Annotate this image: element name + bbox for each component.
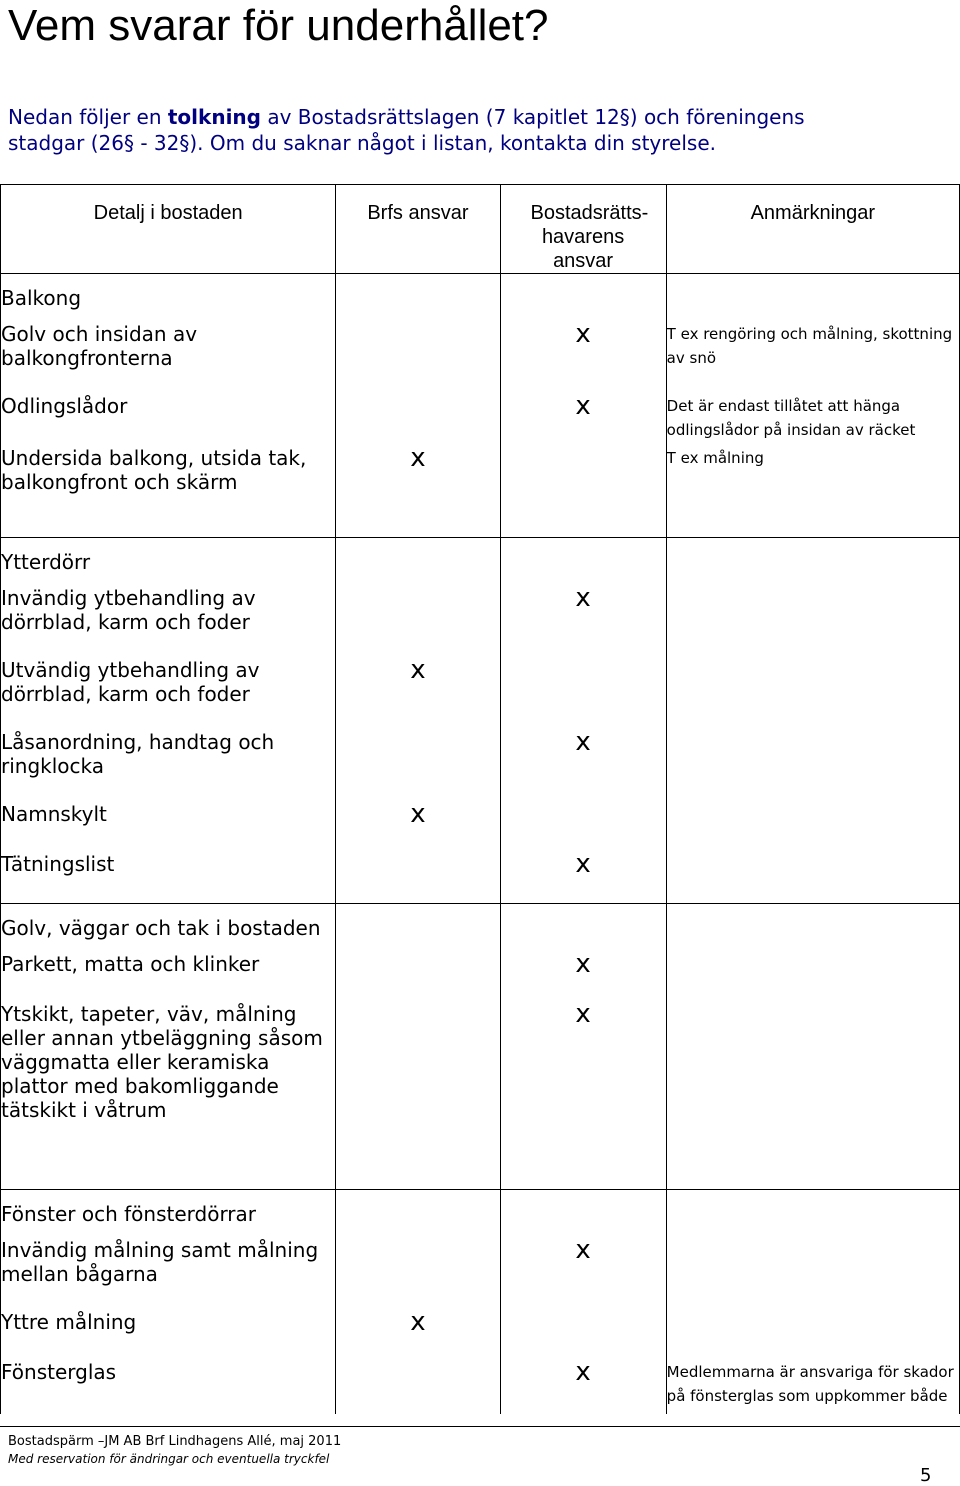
table-row	[1, 730, 960, 802]
owner-mark: x	[500, 586, 666, 658]
row-note	[666, 852, 959, 904]
table-row	[1, 658, 960, 730]
brf-mark	[336, 1238, 500, 1310]
header-remarks: Anmärkningar	[666, 185, 959, 274]
row-note	[666, 1310, 959, 1360]
brf-mark: x	[336, 802, 500, 852]
section-row	[1, 274, 960, 322]
section-empty-cell	[500, 274, 666, 322]
brf-mark	[336, 952, 500, 1002]
table-row	[1, 952, 960, 1002]
owner-mark: x	[500, 394, 666, 446]
table-header-row	[1, 185, 960, 274]
owner-mark: x	[500, 730, 666, 802]
row-item: Fönsterglas	[1, 1360, 336, 1414]
brf-mark	[336, 394, 500, 446]
row-item: Namnskylt	[1, 802, 336, 852]
owner-mark: x	[500, 1238, 666, 1310]
row-item: Låsanordning, handtag och ringklocka	[1, 730, 336, 802]
row-note	[666, 952, 959, 1002]
footer-source: Bostadspärm –JM AB Brf Lindhagens Allé, maj 2011	[8, 1434, 342, 1449]
brf-mark	[336, 1002, 500, 1190]
owner-mark	[500, 658, 666, 730]
row-item: Invändig ytbehandling av dörrblad, karm och foder	[1, 586, 336, 658]
row-note: Medlemmarna är ansvariga för skador på fönsterglas som uppkommer både	[666, 1360, 959, 1414]
section-title: Balkong	[1, 274, 336, 322]
intro-bold-word: tolkning	[167, 105, 261, 129]
table-row	[1, 1310, 960, 1360]
intro-part-1: Nedan följer en	[8, 105, 168, 129]
section-empty-cell	[336, 1190, 500, 1238]
owner-mark: x	[500, 1360, 666, 1414]
row-item: Tätningslist	[1, 852, 336, 904]
table-body	[1, 274, 960, 1414]
owner-mark: x	[500, 322, 666, 394]
row-note: T ex rengöring och målning, skottning av snö	[666, 322, 959, 394]
table-row	[1, 802, 960, 852]
row-item: Invändig målning samt målning mellan bågarna	[1, 1238, 336, 1310]
section-empty-cell	[500, 1190, 666, 1238]
table-row	[1, 394, 960, 446]
section-row	[1, 538, 960, 586]
table-row	[1, 446, 960, 538]
section-empty-cell	[336, 538, 500, 586]
section-empty-cell	[336, 904, 500, 952]
table-row	[1, 1360, 960, 1414]
intro-part-2: av Bostadsrättslagen (7 kapitlet 12§) och föreningens stadgar (26§ - 32§). Om du saknar något i listan, kontakta din styrelse.	[8, 105, 805, 155]
row-item: Utvändig ytbehandling av dörrblad, karm och foder	[1, 658, 336, 730]
row-item: Golv och insidan av balkongfronterna	[1, 322, 336, 394]
section-title: Ytterdörr	[1, 538, 336, 586]
row-note	[666, 802, 959, 852]
row-item: Ytskikt, tapeter, väv, målning eller annan ytbeläggning såsom väggmatta eller keramiska plattor med bakomliggande tätskikt i våtrum	[1, 1002, 336, 1190]
table-row	[1, 322, 960, 394]
section-title: Fönster och fönsterdörrar	[1, 1190, 336, 1238]
section-empty-cell	[500, 538, 666, 586]
section-empty-cell	[666, 904, 959, 952]
section-empty-cell	[336, 274, 500, 322]
footer-disclaimer: Med reservation för ändringar och eventuella tryckfel	[8, 1452, 330, 1466]
section-title: Golv, väggar och tak i bostaden	[1, 904, 336, 952]
page-number: 5	[920, 1465, 932, 1486]
section-row	[1, 1190, 960, 1238]
section-row	[1, 904, 960, 952]
row-note: Det är endast tillåtet att hänga odlingslådor på insidan av räcket	[666, 394, 959, 446]
header-owner: Bostadsrätts-havarens ansvar	[500, 185, 666, 274]
row-item: Yttre målning	[1, 1310, 336, 1360]
brf-mark	[336, 852, 500, 904]
section-empty-cell	[666, 1190, 959, 1238]
owner-mark: x	[500, 952, 666, 1002]
brf-mark	[336, 730, 500, 802]
row-note	[666, 730, 959, 802]
row-note: T ex målning	[666, 446, 959, 538]
intro-text	[8, 104, 838, 156]
table-bottom-border	[0, 1426, 960, 1427]
header-detail: Detalj i bostaden	[1, 185, 336, 274]
brf-mark	[336, 1360, 500, 1414]
section-empty-cell	[666, 538, 959, 586]
brf-mark: x	[336, 658, 500, 730]
owner-mark	[500, 802, 666, 852]
brf-mark: x	[336, 446, 500, 538]
brf-mark: x	[336, 1310, 500, 1360]
table-row	[1, 852, 960, 904]
responsibility-table	[0, 184, 960, 1414]
section-empty-cell	[500, 904, 666, 952]
table-row	[1, 1238, 960, 1310]
row-item: Parkett, matta och klinker	[1, 952, 336, 1002]
row-note	[666, 1238, 959, 1310]
owner-mark	[500, 446, 666, 538]
owner-mark: x	[500, 1002, 666, 1190]
header-brf: Brfs ansvar	[336, 185, 500, 274]
table-row	[1, 586, 960, 658]
owner-mark	[500, 1310, 666, 1360]
brf-mark	[336, 586, 500, 658]
page-title: Vem svarar för underhållet?	[8, 1, 549, 50]
row-note	[666, 1002, 959, 1190]
row-note	[666, 586, 959, 658]
row-note	[666, 658, 959, 730]
brf-mark	[336, 322, 500, 394]
section-empty-cell	[666, 274, 959, 322]
row-item: Odlingslådor	[1, 394, 336, 446]
table-row	[1, 1002, 960, 1190]
row-item: Undersida balkong, utsida tak, balkongfront och skärm	[1, 446, 336, 538]
owner-mark: x	[500, 852, 666, 904]
